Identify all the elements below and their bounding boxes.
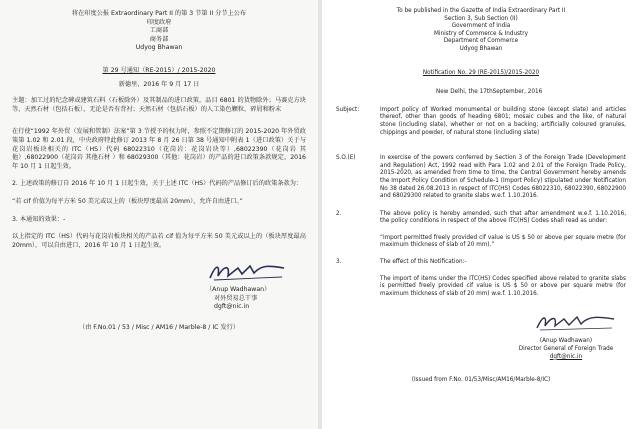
right-header-line: Government of India (451, 23, 511, 30)
right-para-1: In exercise of the powers conferred by Section 3 of the Foreign Trade (Development and Regulation) Act, 1992 read with Para 1.02 and 2.01 of the Foreign Trade Policy, 2015-2020, as amended from time to time, the Central Government hereby amends the Import Policy Condition of Schedule-1 (Import Policy) stipulated under Notification No 38 dated 26.08.2013 in respect of ITC(HS) Codes 68022310, 68022390, 68022900 and 68029300 related to granite slabs w.e.f. 1.10.2016. (380, 155, 626, 200)
right-para-4-row (336, 276, 626, 299)
left-signature-name: （Anup Wadhawan） (206, 286, 271, 294)
left-signature-email: dgft@nic.in (214, 303, 250, 311)
right-header-line: To be published in the Gazette of India Extraordinary Part II (396, 8, 566, 14)
handwritten-signature (532, 308, 622, 334)
right-subject: Import policy of Worked monumental or building stone (except slate) and articles thereof, other than goods of heading 6801; mosaic cubes and the like, of natural stone (including slate), whether or not on a backing; artificially coloured granules, chippings and powder, of natural stone (including slate) (380, 106, 626, 136)
left-para-4: 以上指定的 ITC（HS）代码与花岗岩板块相关的产品若 cif 值为每平方米 50 美元或以上的（板块厚度最高 20mm），可以自由进口，2016 年 10 月 1 日起生效。 (12, 233, 306, 249)
right-quote: “Import permitted freely provided cif value is US $ 50 or above per square metre (for maximum thickness of slab of 20 mm).” (380, 234, 626, 249)
right-signature-title: Director General of Foreign Trade (518, 346, 614, 353)
left-footer: （由 F.No.01 / 53 / Misc / AM16 / Marble-8 / IC 发行） (78, 324, 240, 332)
right-header-line: Department of Commerce (443, 38, 519, 45)
right-para-4-indent (336, 276, 380, 299)
left-header-line: 工商部 (149, 27, 169, 35)
right-signature-block (496, 338, 636, 361)
right-header-line: Udyog Bhawan (459, 45, 503, 52)
left-header-line: Udyog Bhawan (135, 44, 183, 52)
right-para-1-label: S.O.(E) (336, 155, 356, 162)
left-notification-title: 第 29 号通知（RE-2015）/ 2015-2020 (102, 66, 216, 74)
right-subject-row (336, 107, 626, 137)
left-header-line: 印度政府 (146, 18, 172, 26)
right-para-2: The above policy is hereby amended, such that after amendment w.e.f. 1.10.2016, the policy conditions in respect of the above ITC(HS) Codes shall read as under: (380, 210, 626, 225)
right-footer: (Issued from F.No. 01/53/Misc/AM16/Marble-8/IC) (411, 377, 551, 384)
right-quote-row (336, 235, 626, 250)
right-para-3: The effect of this Notification:- (380, 259, 467, 266)
english-notification-page (322, 0, 640, 429)
handwritten-signature (204, 258, 294, 284)
right-para-2-row (336, 211, 626, 226)
left-subject: 主题：加工过的纪念碑或建筑石料（石板除外）及其制品的进口政策，品目 6801 的货物除外；马赛克方块等，天然石材（包括石板），无论是否有背衬；天然石材（包括石板）的人工染色颗粒，碎屑和粉末 (12, 97, 306, 113)
right-para-4: The import of items under the ITC(HS) Codes specified above related to granite slabs is permitted freely provided cif value is US $ 50 or above per square metre (for maximum thickness of slab of 20 mm) w.e.f. 1.10.2016. (380, 275, 626, 297)
right-subject-label: Subject: (336, 106, 360, 113)
left-para-2: 2. 上述政策的修订自 2016 年 10 月 1 日起生效，关于上述 ITC（HS）代码的产品修订后的政策条款为： (12, 180, 303, 188)
right-para-3-label: 3. (336, 259, 342, 266)
left-quote: “若 cif 价值为每平方米 50 美元或以上的（板块厚度最高 20mm），允许自由进口。” (12, 197, 243, 205)
left-signature-title: 对外贸易总干事 (214, 294, 258, 302)
right-header-line: Ministry of Commerce & Industry (434, 30, 528, 37)
right-header-line: Section 3, Sub Section (II) (444, 15, 518, 22)
right-para-2-label: 2. (336, 210, 342, 217)
left-signature-block (162, 286, 306, 312)
chinese-notification-page (0, 0, 318, 429)
right-para-3-row (336, 259, 626, 267)
left-para-1: 在行使“1992 年外贸（发展和管制）法案”第 3 节授予的权力时，参照不定期修订的 2015-2020 年外贸政策第 1.02 和 2.01 段，中央政府特此修订 2013 年 8 月 26 日第 38 号通知中附表 1（进口政策）关于与花岗岩板块相关的 ITC（HS）代码 68022310（花岗岩：花岗岩块等）,68022390（花岗岩 其他）,68022900（花岗岩 其他石材 ）和 68029300（其他：花岗岩）的产品的进口政策条款规定，2016 年 10 月 1 日起生效。 (12, 128, 306, 170)
right-notification-title: Notification No. 29 (RE-2015)/2015-2020 (422, 69, 540, 76)
right-quote-indent (336, 235, 380, 250)
right-para-1-row (336, 155, 626, 201)
left-signature-area (12, 250, 306, 286)
left-header-line: 将在印度公报 Extraordinary Part II 的第 3 节第 II 分节上公布 (71, 10, 247, 17)
right-signature-name: (Anup Wadhawan) (539, 338, 593, 345)
right-header (336, 8, 626, 54)
left-header-line: 商务部 (149, 35, 169, 43)
right-date: New Delhi, the 17thSeptember, 2016 (436, 89, 543, 96)
left-para-3: 3. 本通知的效果：- (12, 215, 66, 223)
right-signature-area (336, 298, 626, 338)
right-signature-email: dgft@nic.in (549, 353, 583, 360)
left-header (12, 10, 306, 53)
left-date: 新德里，2016 年 9 月 17 日 (118, 80, 200, 88)
